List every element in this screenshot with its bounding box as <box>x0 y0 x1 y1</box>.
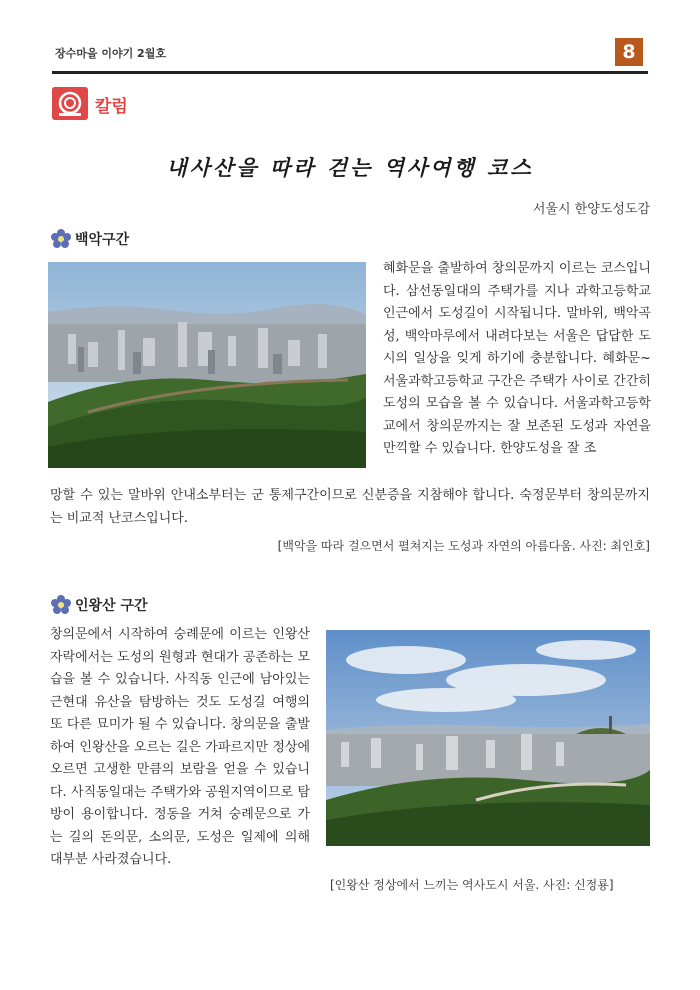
section-text-side: 혜화문을 출발하여 창의문까지 이르는 코스입니다. 삼선동일대의 주택가를 지나 과학고등학교 인근에서 도성길이 시작됩니다. 말바위, 백악곡성, 백악마루에서 내려다보는 서울은 답답한 도시의 일상을 잊게 하기에 충분합니다. 혜화문~서울과학고등학교 구간은 주택가 사이로 간간히 도성의 모습을 볼 수 있습니다. 서울과학고등학교에서 창의문까지는 잘 보존된 도성과 자연을 만끽할 수 있습니다. 한양도성을 잘 조 <box>383 261 651 456</box>
newsletter-title: 장수마을 이야기 2월호 <box>55 47 166 60</box>
photo-caption: [백악을 따라 걸으면서 펼쳐지는 도성과 자연의 아름다움. 사진: 최인호] <box>277 539 650 553</box>
section-heading-baekak <box>50 228 129 250</box>
flower-icon <box>50 228 72 250</box>
photo-caption: [인왕산 정상에서 느끼는 역사도시 서울. 사진: 신정룡] <box>330 878 614 892</box>
section-heading-text: 백악구간 <box>75 232 130 248</box>
section-heading-text: 인왕산 구간 <box>75 598 148 614</box>
page-number: 8 <box>615 38 643 66</box>
photo-inwangsan <box>326 630 650 846</box>
article-author: 서울시 한양도성도감 <box>532 202 650 217</box>
article-title: 내사산을 따라 걷는 역사여행 코스 <box>166 156 534 180</box>
column-icon <box>52 87 88 120</box>
photo-baekak <box>48 262 366 468</box>
section-heading-inwangsan <box>50 594 148 616</box>
section-text-full: 망할 수 있는 말바위 안내소부터는 군 통제구간이므로 신분증을 지참해야 합니다. 숙정문부터 창의문까지는 비교적 난코스입니다. <box>50 488 650 526</box>
flower-icon <box>50 594 72 616</box>
column-label: 칼럼 <box>95 97 128 117</box>
header-divider <box>52 71 648 74</box>
section-text-side: 창의문에서 시작하여 숭례문에 이르는 인왕산 자락에서는 도성의 원형과 현대가 공존하는 모습을 볼 수 있습니다. 사직동 인근에 남아있는 근현대 유산을 탐방하는 것도 도성길 여행의 또 다른 묘미가 될 수 있습니다. 창의문을 출발하여 인왕산을 오르는 길은 가파르지만 정상에 오르면 고생한 만큼의 보람을 얻을 수 있습니다. 사직동일대는 주택가와 공원지역이므로 탐방이 용이합니다. 정동을 거쳐 숭례문으로 가는 길의 돈의문, 소의문, 도성은 일제에 의해 대부분 사라졌습니다. <box>50 627 310 867</box>
